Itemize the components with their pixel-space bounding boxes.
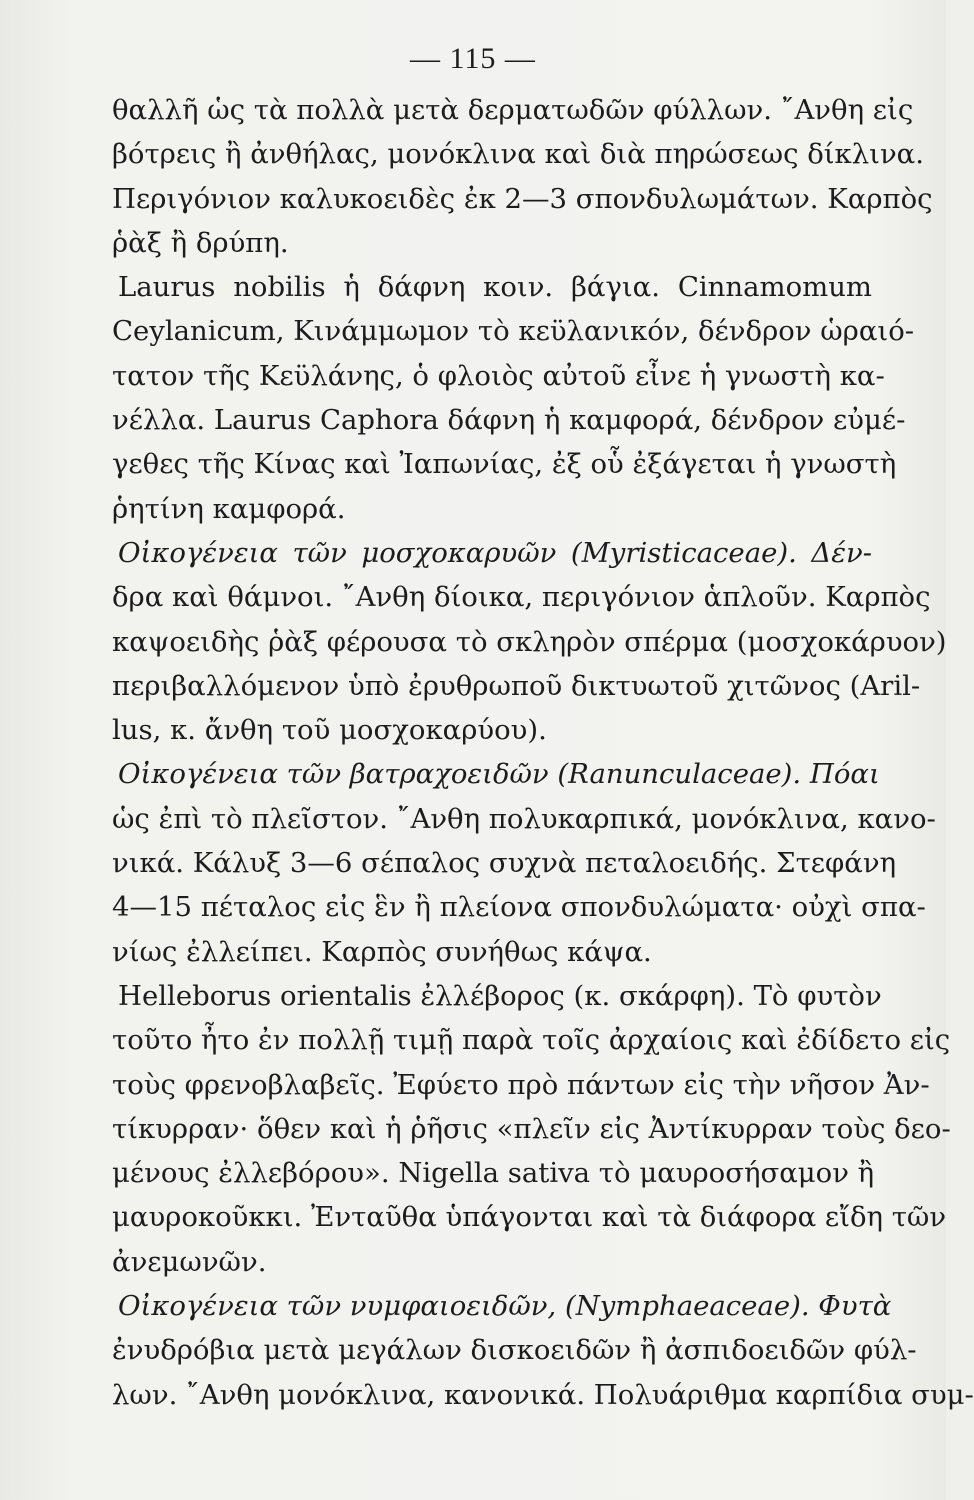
text-line: βότρεις ἢ ἀνθήλας, μονόκλινα καὶ διὰ πηρώσεως δίκλινα. <box>112 138 924 171</box>
page-number: — 115 — <box>410 42 536 75</box>
text-line: ὡς ἐπὶ τὸ πλεῖστον. ῎Ανθη πολυκαρπικά, μονόκλινα, κανο- <box>112 802 936 835</box>
text-line: ῥὰξ ἢ δρύπη. <box>112 226 289 259</box>
text-line: νέλλα. Laurus Caphora δάφνη ἡ καμφορά, δένδρον εὐμέ- <box>112 404 906 437</box>
text-line: νικά. Κάλυξ 3—6 σέπαλος συχνὰ πεταλοειδής. Στεφάνη <box>112 847 897 880</box>
text-line: Ceylanicum, Κινάμμωμον τὸ κεϋλανικόν, δένδρον ὡραιό- <box>112 315 915 348</box>
text-line: ἀνεμωνῶν. <box>112 1245 267 1278</box>
text-line: τίκυρραν· ὅθεν καὶ ἡ ῥῆσις «πλεῖν εἰς Ἀντίκυρραν τοὺς δεο- <box>112 1112 951 1145</box>
text-line: καψοειδὴς ῥὰξ φέρουσα τὸ σκληρὸν σπέρμα (μοσχοκάρυον) <box>112 625 947 658</box>
text-line: τατον τῆς Κεϋλάνης, ὁ φλοιὸς αὐτοῦ εἶνε ἡ γνωστὴ κα- <box>112 359 885 392</box>
text-line: Περιγόνιον καλυκοειδὲς ἐκ 2—3 σπονδυλωμάτων. Καρπὸς <box>112 182 933 215</box>
text-line: Οἰκογένεια τῶν βατραχοειδῶν (Ranunculaceae). Πόαι <box>118 758 880 791</box>
text-line: Οἰκογένεια τῶν νυμφαιοειδῶν, (Nymphaeaceae). Φυτὰ <box>118 1290 892 1323</box>
text-line: Οἰκογένεια τῶν μοσχοκαρυῶν (Myristicaceae). Δέν- <box>118 536 872 569</box>
text-line: γεθες τῆς Κίνας καὶ Ἰαπωνίας, ἐξ οὗ ἐξάγεται ἡ γνωστὴ <box>112 448 897 481</box>
text-line: lus, κ. ἄνθη τοῦ μοσχοκαρύου). <box>112 714 547 747</box>
body-text <box>112 88 974 1417</box>
text-line: λων. ῎Ανθη μονόκλινα, κανονικά. Πολυάριθμα καρπίδια συμ- <box>112 1378 974 1411</box>
text-line: μένους ἐλλεβόρου». Nigella sativa τὸ μαυροσήσαμον ἢ <box>112 1157 875 1190</box>
text-line: ἐνυδρόβια μετὰ μεγάλων δισκοειδῶν ἢ ἀσπιδοειδῶν φύλ- <box>112 1334 917 1367</box>
text-line: ῥητίνη καμφορά. <box>112 492 346 525</box>
text-line: Laurus nobilis ἡ δάφνη κοιν. βάγια. Cinnamomum <box>118 271 872 304</box>
text-line: 4—15 πέταλος εἰς ἓν ἢ πλείονα σπονδυλώματα· οὐχὶ σπα- <box>112 891 926 924</box>
text-line: θαλλῆ ὡς τὰ πολλὰ μετὰ δερματωδῶν φύλλων. ῎Ανθη εἰς <box>112 94 914 126</box>
text-line: τοῦτο ἦτο ἐν πολλῇ τιμῇ παρὰ τοῖς ἀρχαίοις καὶ ἐδίδετο εἰς <box>112 1024 951 1057</box>
text-line: περιβαλλόμενον ὑπὸ ἐρυθρωποῦ δικτυωτοῦ χιτῶνος (Aril- <box>112 669 921 702</box>
text-line: Helleborus orientalis ἐλλέβορος (κ. σκάρφη). Τὸ φυτὸν <box>118 979 882 1012</box>
text-line: δρα καὶ θάμνοι. ῎Ανθη δίοικα, περιγόνιον ἁπλοῦν. Καρπὸς <box>112 581 931 614</box>
text-line: μαυροκοῦκκι. Ἐνταῦθα ὑπάγονται καὶ τὰ διάφορα εἴδη τῶν <box>112 1201 947 1234</box>
text-line: νίως ἐλλείπει. Καρπὸς συνήθως κάψα. <box>112 935 652 968</box>
text-line: τοὺς φρενοβλαβεῖς. Ἐφύετο πρὸ πάντων εἰς τὴν νῆσον Ἀν- <box>112 1068 930 1101</box>
